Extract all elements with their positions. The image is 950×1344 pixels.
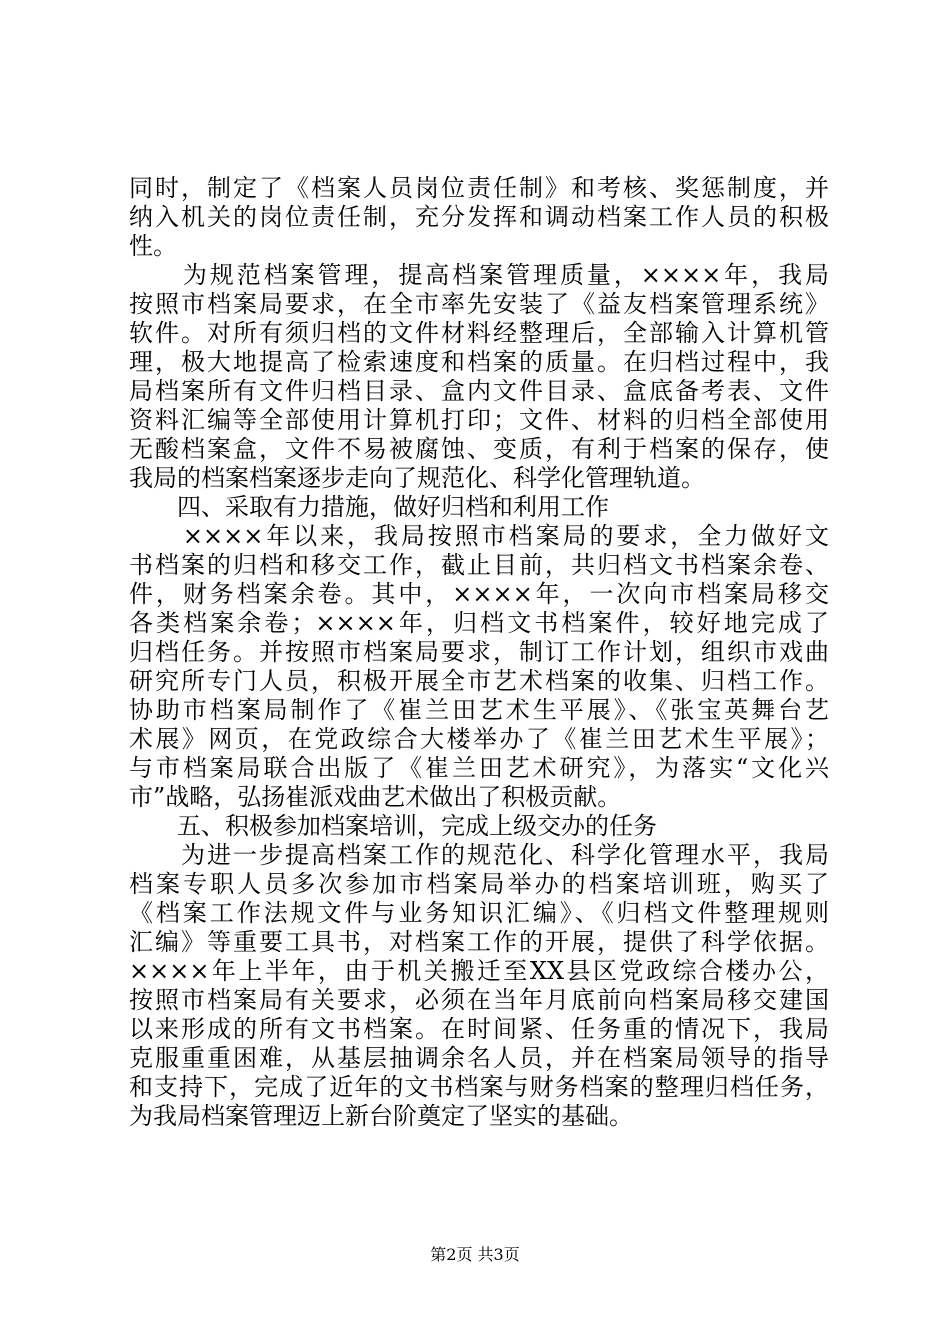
text-line: 五、积极参加档案培训，完成上级交办的任务 [129, 812, 657, 840]
text-line: 我局的档案档案逐步走向了规范化、科学化管理轨道。 [129, 464, 705, 492]
text-line: 克服重重困难，从基层抽调余名人员，并在档案局领导的指导 [129, 1044, 829, 1072]
text-line: 局档案所有文件归档目录、盒内文件目录、盒底备考表、文件 [129, 377, 829, 405]
text-line: 书档案的归档和移交工作，截止目前，共归档文书档案余卷、 [129, 551, 829, 579]
text-line: 档案专职人员多次参加市档案局举办的档案培训班，购买了 [129, 870, 829, 898]
text-line: 《档案工作法规文件与业务知识汇编》、《归档文件整理规则 [129, 899, 829, 927]
text-line: 各类档案余卷；××××年，归档文书档案件，较好地完成了 [129, 609, 829, 637]
text-line: 协助市档案局制作了《崔兰田艺术生平展》、《张宝英舞台艺 [129, 696, 829, 724]
text-line: 按照市档案局有关要求，必须在当年月底前向档案局移交建国 [129, 986, 829, 1014]
text-line: 软件。对所有须归档的文件材料经整理后，全部输入计算机管 [129, 319, 829, 347]
text-line: 汇编》等重要工具书，对档案工作的开展，提供了科学依据。 [129, 928, 829, 956]
body-text [129, 174, 829, 1131]
text-line: 术展》网页，在党政综合大楼举办了《崔兰田艺术生平展》； [129, 725, 829, 753]
text-line: ××××年以来，我局按照市档案局的要求，全力做好文 [129, 522, 829, 550]
text-line: 纳入机关的岗位责任制，充分发挥和调动档案工作人员的积极 [129, 203, 829, 231]
text-line: 归档任务。并按照市档案局要求，制订工作计划，组织市戏曲 [129, 638, 829, 666]
text-line: 与市档案局联合出版了《崔兰田艺术研究》，为落实“文化兴 [129, 754, 829, 782]
page-footer: 第2页 共3页 [430, 1245, 520, 1264]
text-line: 同时，制定了《档案人员岗位责任制》和考核、奖惩制度，并 [129, 174, 829, 202]
text-line: 和支持下，完成了近年的文书档案与财务档案的整理归档任务， [129, 1073, 829, 1101]
text-line: 研究所专门人员，积极开展全市艺术档案的收集、归档工作。 [129, 667, 829, 695]
text-line: 为规范档案管理，提高档案管理质量，××××年，我局 [129, 261, 829, 289]
text-line: 件，财务档案余卷。其中，××××年，一次向市档案局移交 [129, 580, 829, 608]
text-line: 为进一步提高档案工作的规范化、科学化管理水平，我局 [129, 841, 829, 869]
text-line: 按照市档案局要求，在全市率先安装了《益友档案管理系统》 [129, 290, 829, 318]
text-line: 理，极大地提高了检索速度和档案的质量。在归档过程中，我 [129, 348, 829, 376]
text-line: 四、采取有力措施，做好归档和利用工作 [129, 493, 609, 521]
text-line: ××××年上半年，由于机关搬迁至XX县区党政综合楼办公， [129, 957, 829, 985]
text-line: 无酸档案盒，文件不易被腐蚀、变质，有利于档案的保存，使 [129, 435, 829, 463]
text-line: 性。 [129, 232, 177, 260]
text-line: 资料汇编等全部使用计算机打印；文件、材料的归档全部使用 [129, 406, 829, 434]
text-line: 为我局档案管理迈上新台阶奠定了坚实的基础。 [129, 1102, 633, 1130]
text-line: 以来形成的所有文书档案。在时间紧、任务重的情况下，我局 [129, 1015, 829, 1043]
text-line: 市”战略，弘扬崔派戏曲艺术做出了积极贡献。 [129, 783, 622, 811]
